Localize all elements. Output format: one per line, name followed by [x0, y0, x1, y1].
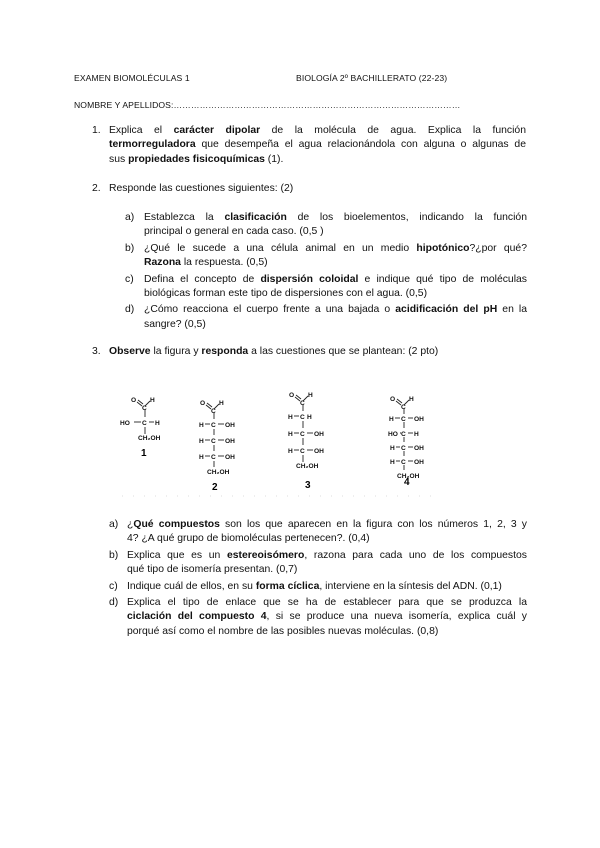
m2-carbon-1: C: [211, 408, 216, 415]
svg-text:C: C: [300, 400, 305, 407]
q3-number: 3.: [92, 346, 101, 357]
svg-text:H: H: [390, 459, 395, 466]
q3-subquestions: [109, 518, 527, 639]
m1-ch2oh: CH₂OH: [138, 435, 161, 442]
compound-label-4: 4: [404, 477, 410, 488]
compound-label-1: 1: [141, 448, 147, 459]
q2-item-b: b) ¿Qué le sucede a una célula animal en un medio hipotónico?¿por qué? Razona la respuesta. (0,5): [125, 242, 527, 269]
svg-text:OH: OH: [414, 459, 424, 466]
svg-text:OH: OH: [225, 454, 235, 461]
question-1: [109, 124, 526, 167]
svg-text:C: C: [401, 416, 406, 423]
svg-text:H: H: [199, 438, 204, 445]
svg-text:H: H: [199, 422, 204, 429]
exam-title: EXAMEN BIOMOLÉCULAS 1: [74, 73, 190, 83]
q3-intro: Observe la figura y responda a las cuestiones que se plantean: (2 pto): [109, 346, 439, 357]
svg-text:HO: HO: [388, 431, 398, 438]
q2-item-d: d) ¿Cómo reacciona el cuerpo frente a una bajada o acidificación del pH en la sangre? (0,5): [125, 304, 528, 330]
q1-number: 1.: [92, 125, 101, 136]
monosaccharide-figure: [112, 390, 442, 498]
svg-text:H: H: [409, 396, 414, 403]
q2-subquestions: [125, 211, 527, 332]
svg-text:C: C: [401, 404, 406, 411]
svg-text:H: H: [307, 414, 312, 421]
q1-line-3: sus propiedades fisicoquímicas (1).: [109, 153, 284, 165]
svg-text:H: H: [390, 445, 395, 452]
m1-carbon-1: C: [142, 405, 147, 412]
svg-text:H: H: [308, 392, 313, 399]
svg-text:C: C: [401, 445, 406, 452]
svg-text:C: C: [300, 431, 305, 438]
course-title: BIOLOGÍA 2º BACHILLERATO (22-23): [296, 73, 448, 83]
svg-text:OH: OH: [225, 438, 235, 445]
q1-line-2: termorreguladora que desempeña el agua relacionándola con alguna o algunas de: [109, 139, 526, 151]
svg-text:C: C: [401, 459, 406, 466]
q2-item-c: c) Defina el concepto de dispersión coloidal e indique qué tipo de moléculas biológicas forman este tipo de dispersiones con el agua. (0,5): [125, 273, 527, 300]
svg-text:C: C: [300, 448, 305, 455]
q3-item-d: d) Explica el tipo de enlace que se ha de establecer para que se produzca la ciclación del compuesto 4, si se produce una nueva isomería, explica cuál y porqué así como el nombre de las posibles nuevas moléculas. (0,8): [109, 597, 527, 637]
svg-text:H: H: [288, 414, 293, 421]
q2-number: 2.: [92, 183, 101, 194]
svg-text:C: C: [401, 431, 406, 438]
svg-text:O: O: [289, 392, 295, 399]
m1-h-1: H: [150, 397, 155, 404]
m2-oxygen: O: [200, 400, 206, 407]
svg-text:OH: OH: [314, 431, 324, 438]
svg-text:CH₂OH: CH₂OH: [207, 469, 230, 476]
q2-text: Responde las cuestiones siguientes: (2): [109, 183, 294, 194]
compound-label-3: 3: [305, 480, 311, 491]
m1-oxygen: O: [131, 397, 137, 404]
svg-text:C: C: [300, 414, 305, 421]
q3-item-c: c) Indique cuál de ellos, en su forma cíclica, interviene en la síntesis del ADN. (0,1): [109, 580, 502, 592]
svg-text:CH₂OH: CH₂OH: [397, 473, 420, 480]
svg-text:O: O: [390, 396, 396, 403]
svg-text:H: H: [199, 454, 204, 461]
svg-text:H: H: [288, 431, 293, 438]
compound-label-2: 2: [212, 482, 218, 493]
svg-text:OH: OH: [414, 416, 424, 423]
svg-text:C: C: [211, 454, 216, 461]
q1-line-1: Explica el carácter dipolar de la molécula de agua. Explica la función: [109, 125, 526, 136]
q2-item-a: a) Establezca la clasificación de los bioelementos, indicando la función principal o general en cada caso. (0,5 ): [125, 212, 527, 238]
svg-text:OH: OH: [314, 448, 324, 455]
svg-text:C: C: [211, 438, 216, 445]
q3-item-b: b) Explica que es un estereoisómero, razona para cada uno de los compuestos qué tipo de isomería presentan. (0,7): [109, 549, 527, 576]
m2-h-1: H: [219, 400, 224, 407]
svg-text:H: H: [288, 448, 293, 455]
m1-h-2: H: [155, 420, 160, 427]
m1-carbon-2: C: [142, 420, 147, 427]
svg-text:OH: OH: [225, 422, 235, 429]
svg-text:CH₂OH: CH₂OH: [296, 463, 319, 470]
q3-item-a: a) ¿Qué compuestos son los que aparecen en la figura con los números 1, 2, 3 y 4? ¿A qué grupo de biomoléculas pertenecen?. (0,4): [109, 519, 527, 545]
svg-text:C: C: [211, 422, 216, 429]
name-field[interactable]: NOMBRE Y APELLIDOS:………………………………………………………………………………………: [74, 100, 461, 110]
svg-text:OH: OH: [414, 445, 424, 452]
svg-text:H: H: [389, 416, 394, 423]
m1-ho: HO: [120, 420, 130, 427]
svg-text:H: H: [414, 431, 419, 438]
